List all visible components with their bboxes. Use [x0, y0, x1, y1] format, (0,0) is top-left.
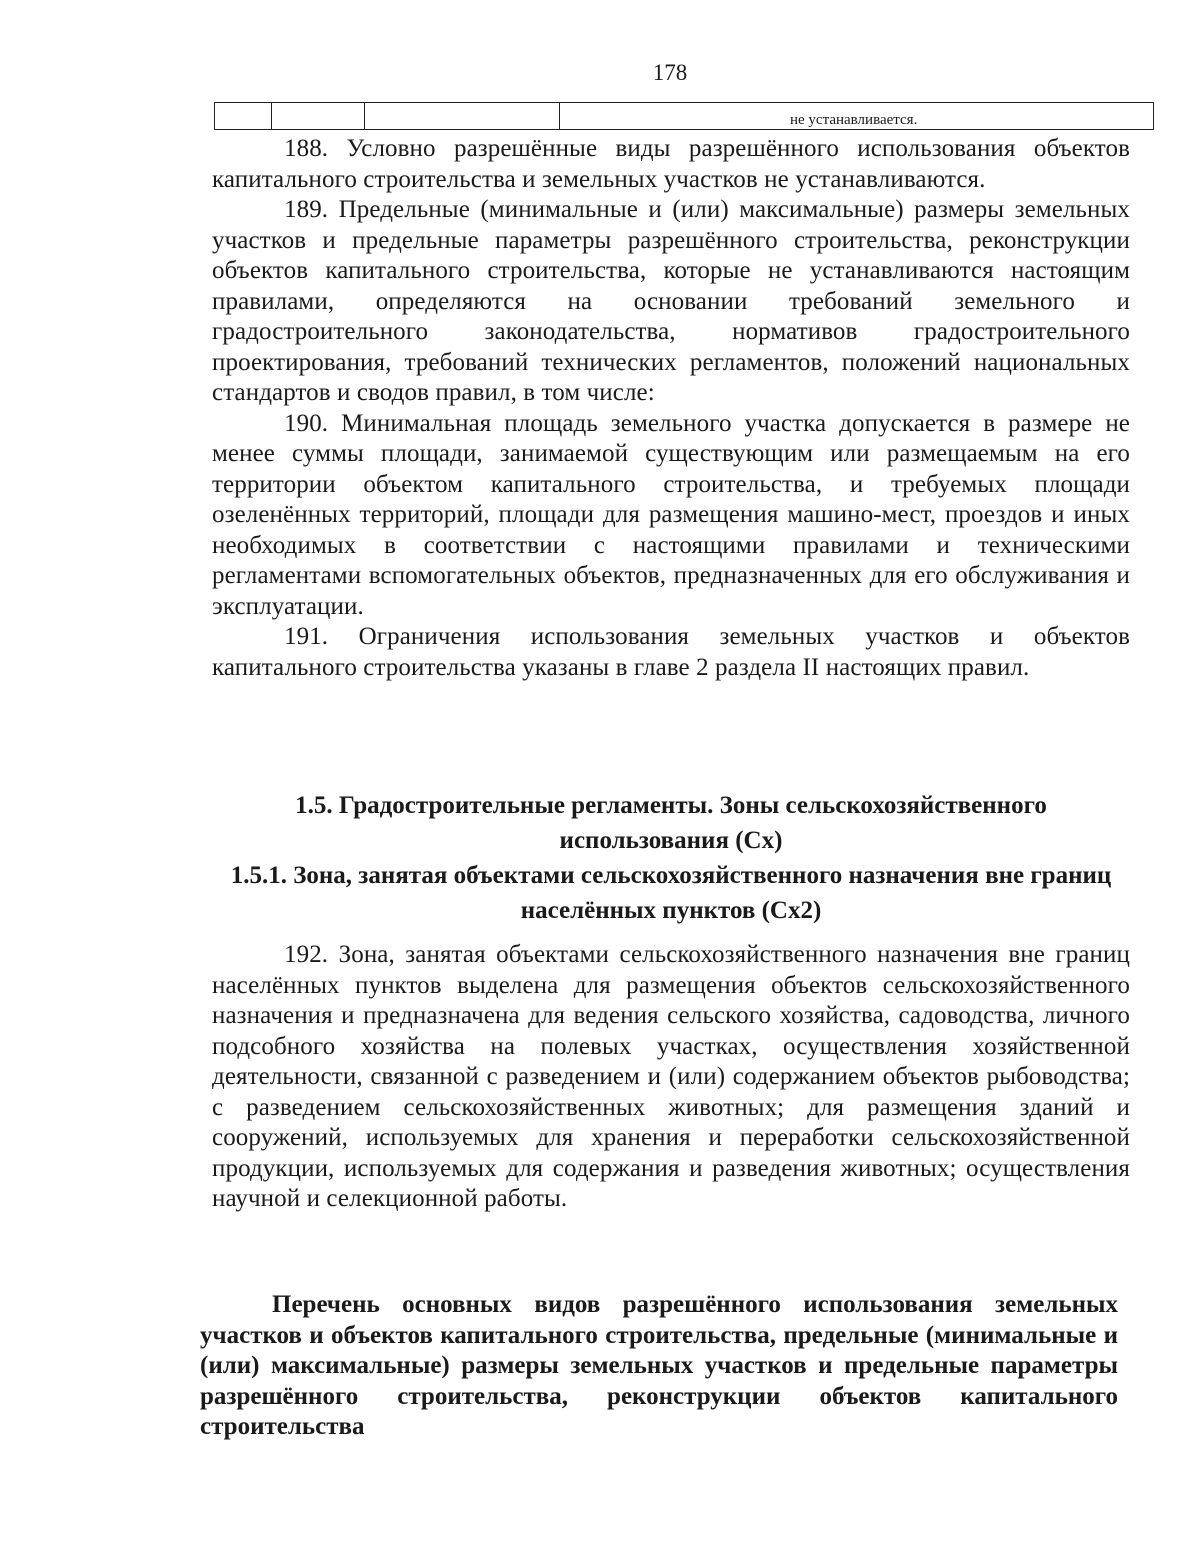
paragraph-192-block: [212, 940, 1130, 1215]
paragraph-190: 190. Минимальная площадь земельного участка допускается в размере не менее суммы площади, занимаемой существующим или размещаемым на его территории объектом капитального строительства, и требуемых площади озеленённых территорий, площади для размещения машино-мест, проездов и иных необходимых в соответствии с настоящими правилами и техническими регламентами вспомогательных объектов, предназначенных для его обслуживания и эксплуатации.: [212, 409, 1130, 620]
page-number: 178: [652, 60, 688, 85]
list-heading-block: [200, 1290, 1118, 1443]
section-heading: 1.5. Градостроительные регламенты. Зоны сельскохозяйственного использования (Сх): [295, 792, 1047, 854]
subsection-heading: 1.5.1. Зона, занятая объектами сельскохозяйственного назначения вне границ населённых пунктов (Сх2): [230, 862, 1112, 924]
table-cell: [365, 103, 560, 130]
paragraph-189: 189. Предельные (минимальные и (или) максимальные) размеры земельных участков и предельные параметры разрешённого строительства, реконструкции объектов капитального строительства, которые не устанавливаются настоящим правилами, определяются на основании требований земельного и градостроительного законодательства, нормативов градостроительного проектирования, требований технических регламентов, положений национальных стандартов и сводов правил, в том числе:: [212, 196, 1130, 406]
paragraph-192: 192. Зона, занятая объектами сельскохозяйственного назначения вне границ населённых пунктов выделена для размещения объектов сельскохозяйственного назначения и предназначена для ведения сельского хозяйства, садоводства, личного подсобного хозяйства на полевых участках, осуществления хозяйственной деятельности, связанной с разведением и (или) содержанием объектов рыбоводства; с разведением сельскохозяйственных животных; для размещения зданий и сооружений, используемых для хранения и переработки сельскохозяйственной продукции, используемых для содержания и разведения животных; осуществления научной и селекционной работы.: [212, 941, 1130, 1212]
paragraph-188: 188. Условно разрешённые виды разрешённого использования объектов капитального строительства и земельных участков не устанавливаются.: [212, 135, 1130, 193]
section-headings: [212, 788, 1130, 928]
table-cell-value: не устанавливается.: [560, 103, 1154, 130]
table-cell: [215, 103, 272, 130]
table-fragment: [214, 102, 1154, 130]
table-cell: [272, 103, 365, 130]
list-heading: Перечень основных видов разрешённого использования земельных участков и объектов капитального строительства, предельные (минимальные и (или) максимальные) размеры земельных участков и предельные параметры разрешённого строительства, реконструкции объектов капитального строительства: [200, 1291, 1118, 1440]
paragraphs-block: [212, 134, 1130, 683]
paragraph-191: 191. Ограничения использования земельных участков и объектов капитального строительства указаны в главе 2 раздела II настоящих правил.: [212, 623, 1130, 681]
